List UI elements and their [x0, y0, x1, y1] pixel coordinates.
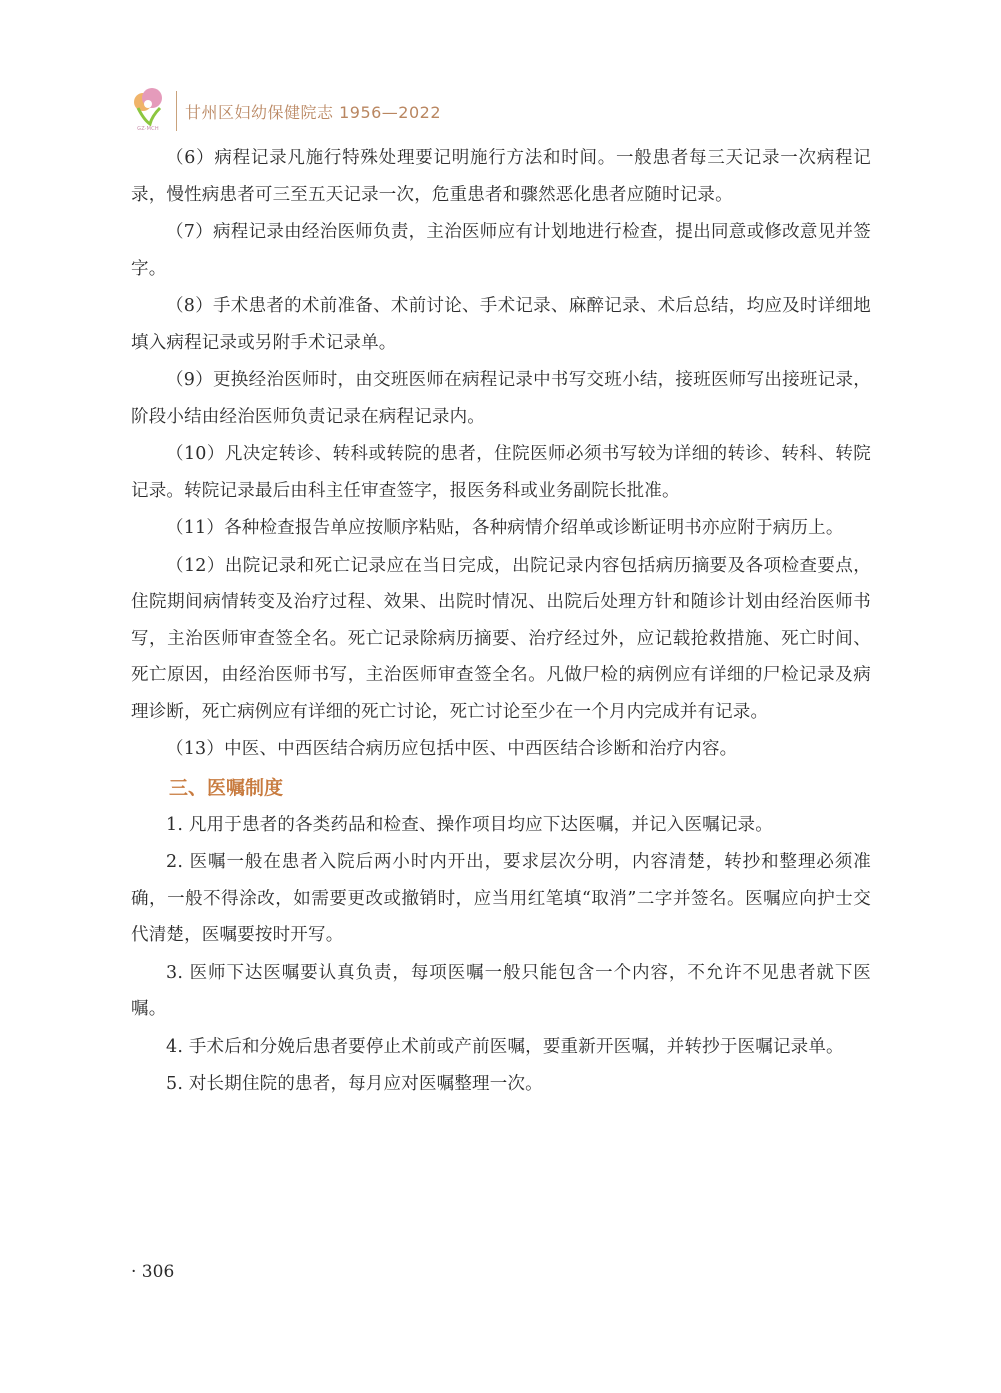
paragraph: 2. 医嘱一般在患者入院后两小时内开出，要求层次分明，内容清楚，转抄和整理必须准确，一般不得涂改，如需要更改或撤销时，应当用红笔填“取消”二字并签名。医嘱应向护士交代清楚，医嘱要按时开写。 — [131, 852, 871, 945]
paragraph: （6）病程记录凡施行特殊处理要记明施行方法和时间。一般患者每三天记录一次病程记录，慢性病患者可三至五天记录一次，危重患者和骤然恶化患者应随时记录。 — [131, 148, 871, 205]
hospital-logo — [130, 86, 166, 136]
logo-text: GZ·MCH — [137, 126, 159, 132]
paragraph: （10）凡决定转诊、转科或转院的患者，住院医师必须书写较为详细的转诊、转科、转院记录。转院记录最后由科主任审查签字，报医务科或业务副院长批准。 — [131, 444, 871, 501]
paragraph: 3. 医师下达医嘱要认真负责，每项医嘱一般只能包含一个内容，不允许不见患者就下医嘱。 — [131, 962, 871, 1019]
paragraph: 1. 凡用于患者的各类药品和检查、操作项目均应下达医嘱，并记入医嘱记录。 — [166, 814, 773, 835]
page-number: · 306 — [131, 1262, 175, 1282]
paragraph: 4. 手术后和分娩后患者要停止术前或产前医嘱，要重新开医嘱，并转抄于医嘱记录单。 — [166, 1036, 844, 1057]
paragraph: （9）更换经治医师时，由交班医师在病程记录中书写交班小结，接班医师写出接班记录，阶段小结由经治医师负责记录在病程记录内。 — [131, 370, 871, 427]
paragraph: （8）手术患者的术前准备、术前讨论、手术记录、麻醉记录、术后总结，均应及时详细地填入病程记录或另附手术记录单。 — [131, 296, 871, 353]
paragraph: 5. 对长期住院的患者，每月应对医嘱整理一次。 — [166, 1074, 543, 1094]
paragraph: （13）中医、中西医结合病历应包括中医、中西医结合诊断和治疗内容。 — [166, 739, 738, 759]
page-header-title: 甘州区妇幼保健院志 1956—2022 — [185, 102, 442, 122]
paragraph: （11）各种检查报告单应按顺序粘贴，各种病情介绍单或诊断证明书亦应附于病历上。 — [166, 518, 844, 538]
logo-icon — [130, 86, 166, 126]
paragraph: （7）病程记录由经治医师负责，主治医师应有计划地进行检查，提出同意或修改意见并签字。 — [131, 222, 871, 279]
section-heading: 三、医嘱制度 — [169, 776, 284, 799]
header-divider — [176, 91, 177, 131]
paragraph: （12）出院记录和死亡记录应在当日完成，出院记录内容包括病历摘要及各项检查要点，住院期间病情转变及治疗过程、效果、出院时情况、出院后处理方针和随诊计划由经治医师书写，主治医师审查签全名。死亡记录除病历摘要、治疗经过外，应记载抢救措施、死亡时间、死亡原因，由经治医师书写，主治医师审查签全名。凡做尸检的病例应有详细的尸检记录及病理诊断，死亡病例应有详细的死亡讨论，死亡讨论至少在一个月内完成并有记录。 — [131, 555, 871, 722]
document-body — [131, 140, 871, 1104]
page-header — [130, 86, 441, 136]
